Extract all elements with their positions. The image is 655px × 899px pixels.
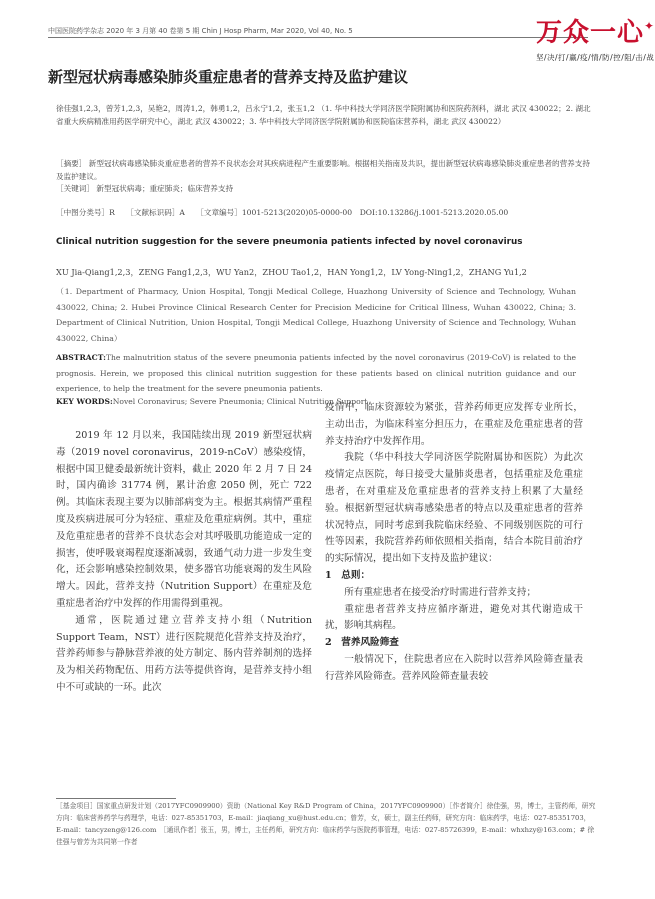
article-title: 新型冠状病毒感染肺炎重症患者的营养支持及监护建议 bbox=[48, 68, 409, 86]
english-abstract bbox=[56, 350, 576, 397]
body-paragraph: 通常，医院通过建立营养支持小组（Nutrition Support Team，NST）进行医院规范化营养支持及治疗，营养药师参与静脉营养液的处方制定、肠内营养制剂的选择及为相关药物配伍、用药方法等提供咨询，是营养支持小组中不可或缺的一环。此次 bbox=[56, 614, 312, 693]
body-paragraph: 所有重症患者在接受治疗时需进行营养支持； bbox=[344, 586, 537, 598]
logo-tagline: 坚/决/打/赢/疫/情/防/控/阻/击/战 bbox=[536, 53, 655, 62]
abstract-cn bbox=[56, 158, 596, 196]
body-paragraph: 2019 年 12 月以来，我国陆续出现 2019 新型冠状病毒（2019 novel coronavirus，2019-nCoV）感染疫情，根据中国卫健委最新统计资料，截止 2020 年 2 月 7 日 24 时，国内确诊 31774 例，累计治愈 2050 例，死亡 722 例。其临床表现主要为以肺部病变为主。根据其病情严重程度及疾病进展可分为轻症、重症及危重症病例。其中，重症及危重症患者的营养不良状态会对其呼吸肌功能造成一定的损害，使呼吸衰竭程度逐渐减弱，致通气动力进一步发生变化，还会影响感染控制效果，使多器官功能衰竭的发生风险增大。因此，营养支持（Nutrition Support）在重症及危重症患者治疗中发挥的作用需得到重视。 bbox=[56, 430, 312, 609]
running-header: 中国医院药学杂志 2020 年 3 月第 40 卷第 5 期 Chin J Hosp Pharm, Mar 2020, Vol 40, No. 5 bbox=[48, 27, 353, 35]
keywords-cn: ［关键词］ 新型冠状病毒；重症肺炎；临床营养支持 bbox=[56, 184, 234, 193]
authors-affiliations: 徐佳强1,2,3，曾芳1,2,3，吴艳2，周涛1,2，韩勇1,2，吕永宁1,2，张玉1,2 （1. 华中科技大学同济医学院附属协和医院药剂科，湖北 武汉 430022；2. 湖北省重大疾病精准用药医学研究中心，湖北 武汉 430022；3. 华中科技大学同济医学院附属协和医院临床营养科，湖北 武汉 430022） bbox=[56, 104, 591, 126]
english-title: Clinical nutrition suggestion for the severe pneumonia patients infected by novel coronavirus bbox=[56, 237, 523, 247]
campaign-logo bbox=[536, 18, 655, 80]
body-paragraph: 重症患者营养支持应循序渐进，避免对其代谢造成干扰，影响其病程。 bbox=[325, 603, 583, 632]
section-heading: 1 总则： bbox=[325, 569, 371, 581]
footnote: ［基金项目］国家重点研发计划（2017YFC0909900）资助（National Key R&D Program of China，2017YFC0909900）［作者简介］徐佳强，男，博士，主管药师，研究方向：临床营养药学与药理学，电话：027-85351703，E-mail：jiaqiang_xu@hust.edu.cn；曾芳，女，硕士，副主任药师，研究方向：临床药学，电话：027-85351703，E-mail：tancyzeng@126.com ［通讯作者］张玉，男，博士，主任药师，研究方向：临床药学与医院药事管理，电话：027-85726399，E-mail：whxhzy@163.com；# 徐佳强与曾芳为共同第一作者 bbox=[56, 802, 596, 846]
body-column-right bbox=[325, 400, 583, 686]
body-paragraph: 疫情中，临床资源较为紧张，营养药师更应发挥专业所长，主动出击，为临床科室分担压力，在重症及危重症患者的营养支持治疗中发挥作用。 bbox=[325, 402, 583, 447]
classification-row: ［中图分类号］R ［文献标识码］A ［文章编号］1001-5213(2020)05-0000-00 DOI:10.13286/j.1001-5213.2020.05.00 bbox=[56, 208, 509, 217]
body-paragraph: 一般情况下，住院患者应在入院时以营养风险筛查量表行营养风险筛查。营养风险筛查量表较 bbox=[325, 653, 583, 682]
abstract-label: ABSTRACT: bbox=[56, 353, 106, 362]
abstract-text: The malnutrition status of the severe pneumonia patients infected by the novel coronavirus (2019-CoV) is related to the prognosis. Herein, we proposed this clinical nutrition suggestion for these patients based on clinical nutrition guidance and our experience, to help the treatment for the severe pneumonia patients. bbox=[56, 353, 576, 393]
logo-text: 万众一心✦ bbox=[536, 18, 655, 48]
footnote-divider bbox=[56, 798, 176, 799]
abstract-cn-text: ［摘要］ 新型冠状病毒感染肺炎重症患者的营养不良状态会对其疾病进程产生重要影响。根据相关指南及共识，提出新型冠状病毒感染肺炎重症患者的营养支持及监护建议。 bbox=[56, 159, 590, 181]
header-divider bbox=[48, 37, 588, 38]
section-heading: 2 营养风险筛查 bbox=[325, 637, 399, 649]
flame-icon: ✦ bbox=[644, 19, 655, 33]
keywords-label: KEY WORDS: bbox=[56, 397, 113, 406]
body-column-left bbox=[56, 428, 312, 697]
english-authors: XU Jia-Qiang1,2,3，ZENG Fang1,2,3，WU Yan2，ZHOU Tao1,2，HAN Yong1,2，LV Yong-Ning1,2，ZHANG Yu1,2 bbox=[56, 267, 527, 277]
english-affiliations: （1. Department of Pharmacy, Union Hospital, Tongji Medical College, Huazhong University of Science and Technology, Wuhan 430022, China; 2. Hubei Province Clinical Research Center for Precision Medicine for Critical Illness, Wuhan 430022, China; 3. Department of Clinical Nutrition, Union Hospital, Tongji Medical College, Huazhong University of Science and Technology, Wuhan 430022, China） bbox=[56, 287, 576, 343]
body-paragraph: 我院（华中科技大学同济医学院附属协和医院）为此次疫情定点医院，每日接受大量肺炎患者，包括重症及危重症患者，在对重症及危重症患者的营养支持上积累了大量经验。根据新型冠状病毒感染患者的特点以及重症患者的营养状况特点，同时考虑到我院临床经验、不同级别医院的可行性等因素，我院营养药师依照相关指南，结合本院目前治疗的实际情况，提出如下支持及监护建议： bbox=[325, 452, 583, 565]
keywords-text: Novel Coronavirus; Severe Pneumonia; Clinical Nutrition Support bbox=[112, 397, 368, 406]
